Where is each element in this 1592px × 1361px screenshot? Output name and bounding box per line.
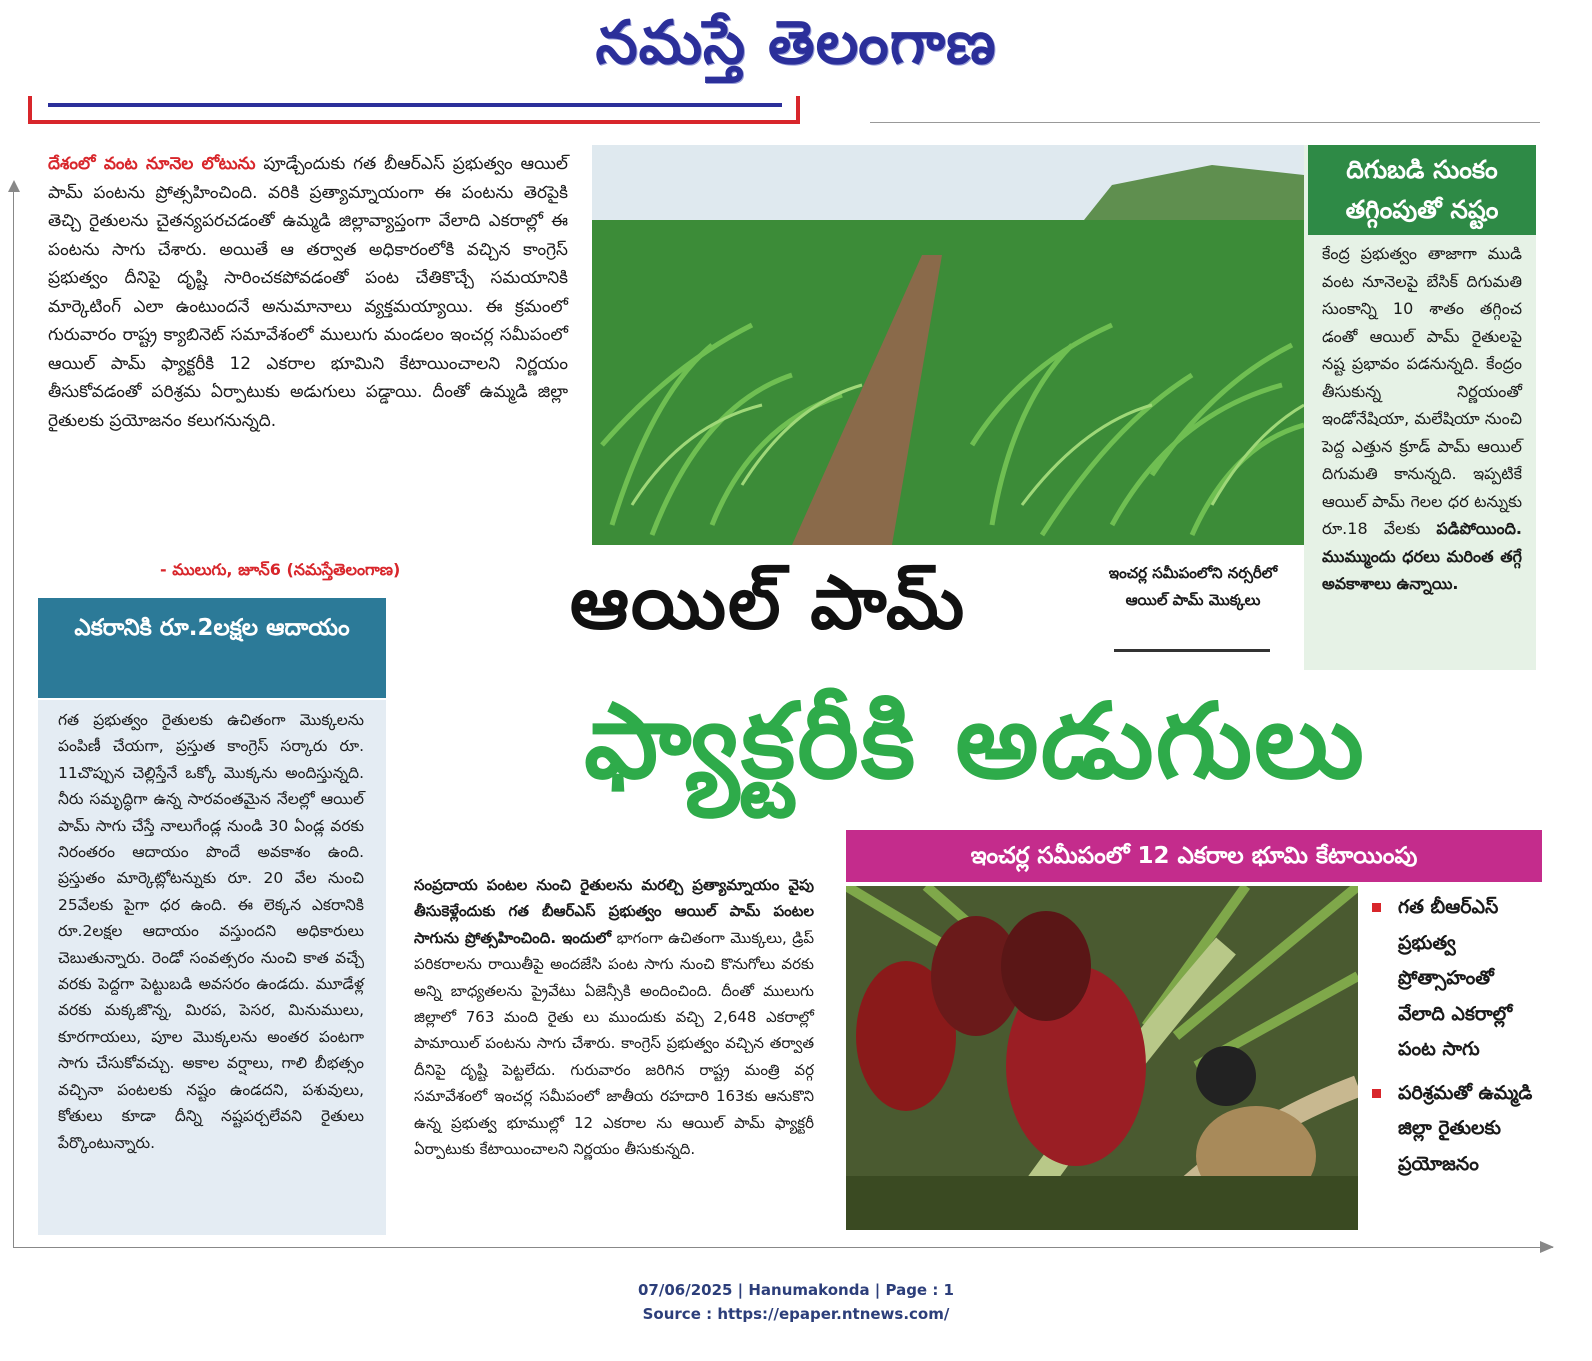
sidebar-text: [1322, 240, 1522, 598]
middle-article: [414, 872, 814, 1162]
middle-article-body: భాగంగా ఉచితంగా మొక్కలు, డ్రిప్ పరికరాలను రాయితీపై అందజేసి పంట సాగు నుంచి కొనుగోలు వరకు అన్ని బాధ్యతలను ప్రైవేటు ఏజెన్సీకి అందించింది. దీంతో ములుగు జిల్లాలో 763 మంది రైతు లు ముందుకు వచ్చి 2,648 ఎకరాల్లో పామాయిల్ పంటను సాగు చేశారు. కాంగ్రెస్ ప్రభుత్వం వచ్చిన తర్వాత దీనిపై దృష్టి పెట్టలేదు. గురువారం జరిగిన రాష్ట్ర మంత్రి వర్గ సమావేశంలో ఇంచర్ల సమీపంలో జాతీయ రహదారి 163కు ఆనుకొని ఉన్న ప్రభుత్వ భూముల్లో 12 ఎకరాల ను ఆయిల్ పామ్ ఫ్యాక్టరీ ఏర్పాటుకు కేటాయించాలని నిర్ణయం తీసుకున్నది.: [414, 928, 814, 1159]
sidebar-heading: దిగుబడి సుంకం తగ్గింపుతో నష్టం: [1308, 145, 1536, 235]
footer-date-edition: 07/06/2025 | Hanumakonda | Page : 1: [637, 1281, 954, 1299]
bullet-square-icon: [1372, 903, 1381, 912]
bullet-list: [1372, 890, 1542, 1190]
photo-caption: ఇంచర్ల సమీపంలోని నర్సరీలో ఆయిల్ పామ్ మొక్కలు: [1108, 564, 1278, 609]
page-footer: [0, 1278, 1592, 1326]
oil-palm-nursery-photo: [592, 145, 1304, 545]
caption-underline: [1114, 649, 1270, 652]
masthead-rule-box: [28, 96, 800, 124]
arrow-up-icon: [8, 180, 20, 192]
oil-palm-fruit-photo: [846, 886, 1358, 1230]
sidebar-body-bold: పడిపోయింది. ముమ్ముందు ధరలు మరింత తగ్గే అవకాశాలు ఉన్నాయి.: [1322, 519, 1522, 593]
bullet-square-icon: [1372, 1089, 1381, 1098]
headline-line2: ఫ్యాక్టరీకి అడుగులు: [584, 680, 1366, 802]
nursery-illustration: [592, 145, 1304, 545]
bullet-item: [1372, 1076, 1542, 1183]
headline-line1: ఆయిల్ పామ్: [569, 560, 967, 646]
left-box-text: గత ప్రభుత్వం రైతులకు ఉచితంగా మొక్కలను పంపిణీ చేయగా, ప్రస్తుత కాంగ్రెస్ సర్కారు రూ. 11చొప్పున చెల్లిస్తేనే ఒక్కో మొక్కను అందిస్తున్నది. నీరు సమృద్ధిగా ఉన్న సారవంతమైన నేలల్లో ఆయిల్ పామ్ సాగు చేస్తే నాలుగేండ్ల నుండి 30 ఏండ్ల వరకు నిరంతరం ఆదాయం పొందే అవకాశం ఉంది. ప్రస్తుతం మార్కెట్లోటన్నుకు రూ. 20 వేల నుంచి 25వేలకు పైగా ధర ఉంది. ఈ లెక్కన ఎకరానికి రూ.2లక్షల ఆదాయం వస్తుందని అధికారులు చెబుతున్నారు. రెండో సంవత్సరం నుంచి కాత వచ్చే వరకు పెద్దగా పెట్టుబడి అవసరం ఉండదు. మూడేళ్ల వరకు మక్కజొన్న, మిరప, పెసర, మినుములు, కూరగాయలు, పూల మొక్కలను అంతర పంటగా సాగు చేసుకోవచ్చు. అకాల వర్షాలు, గాలి బీభత్సం వచ్చినా పంటలకు నష్టం ఉండదని, పశువులు, కోతులు కూడా దీన్ని నష్టపర్చలేవని రైతులు పేర్కొంటున్నారు.: [58, 711, 364, 1152]
bullet-item: [1372, 890, 1542, 1068]
masthead-rule-blue: [48, 103, 782, 107]
lead-highlight: దేశంలో వంట నూనెల లోటును: [48, 154, 256, 174]
sidebar-body: కేంద్ర ప్రభుత్వం తాజాగా ముడి వంట నూనెలపై బేసిక్ దిగుమతి సుంకాన్ని 10 శాతం తగ్గించ డంతో ఆయిల్ పామ్ రైతులపై నష్ట ప్రభావం పడనున్నది. కేంద్రం తీసుకున్న నిర్ణయంతో ఇండోనేషియా, మలేషియా నుంచి పెద్ద ఎత్తున క్రూడ్ పామ్ ఆయిల్ దిగుమతి కానున్నది. ఇప్పటికే ఆయిల్ పామ్ గెలల ధర టన్నుకు రూ.18 వేలకు: [1322, 244, 1522, 538]
frame-line-vertical: [13, 188, 14, 1248]
lead-text: పూడ్చేందుకు గత బీఆర్ఎస్ ప్రభుత్వం ఆయిల్ పామ్ పంటను ప్రోత్సహించింది. వరికి ప్రత్యామ్నాయంగా ఈ పంటను తెరపైకి తెచ్చి రైతులను చైతన్యపరచడంతో ఉమ్మడి జిల్లావ్యాప్తంగా వేలాది ఎకరాల్లో ఈ పంటను సాగు చేశారు. అయితే ఆ తర్వాత అధికారంలోకి వచ్చిన కాంగ్రెస్ ప్రభుత్వం దీనిపై దృష్టి సారించకపోవడంతో పంట చేతికొచ్చే సమయానికి మార్కెటింగ్ ఎలా ఉంటుందనే అనుమానాలు వ్యక్తమయ్యాయి. ఈ క్రమంలో గురువారం రాష్ట్ర క్యాబినెట్ సమావేశంలో ములుగు మండలం ఇంచర్ల సమీపంలో ఆయిల్ పామ్ ఫ్యాక్టరీకి 12 ఎకరాల భూమిని కేటాయించాలని నిర్ణయం తీసుకోవడంతో పరిశ్రమ ఏర్పాటుకు అడుగులు పడ్డాయి. దీంతో ఉమ్మడి జిల్లా రైతులకు ప్రయోజనం కలుగనున్నది.: [48, 154, 568, 431]
arrow-right-icon: [1540, 1241, 1554, 1253]
top-rule-right: [870, 122, 1540, 123]
bullet-text: గత బీఆర్ఎస్ ప్రభుత్వ ప్రోత్సాహంతో వేలాది ఎకరాల్లో పంట సాగు: [1398, 896, 1513, 1060]
frame-line-horizontal: [13, 1247, 1553, 1248]
subhead-banner: ఇంచర్ల సమీపంలో 12 ఎకరాల భూమి కేటాయింపు: [846, 830, 1542, 882]
middle-article-lead: సంప్రదాయ పంటల నుంచి రైతులను మరల్చి ప్రత్యామ్నాయం వైపు తీసుకెళ్లేందుకు గత బీఆర్ఎస్ ప్రభుత్వం ఆయిల్ పామ్ పంటల సాగును ప్రోత్సహించింది. ఇందులో: [414, 876, 814, 947]
fruit-illustration: [846, 886, 1358, 1230]
left-box-heading: ఎకరానికి రూ.2లక్షల ఆదాయం: [38, 598, 386, 698]
footer-source: Source : https://epaper.ntnews.com/: [642, 1305, 950, 1323]
lead-paragraph: [48, 150, 568, 435]
bullet-text: పరిశ్రమతో ఉమ్మడి జిల్లా రైతులకు ప్రయోజనం: [1398, 1081, 1533, 1175]
dateline: - ములుగు, జూన్6 (నమస్తేతెలంగాణ): [160, 560, 401, 579]
masthead-logo: నమస్తే తెలంగాణ: [595, 8, 997, 78]
